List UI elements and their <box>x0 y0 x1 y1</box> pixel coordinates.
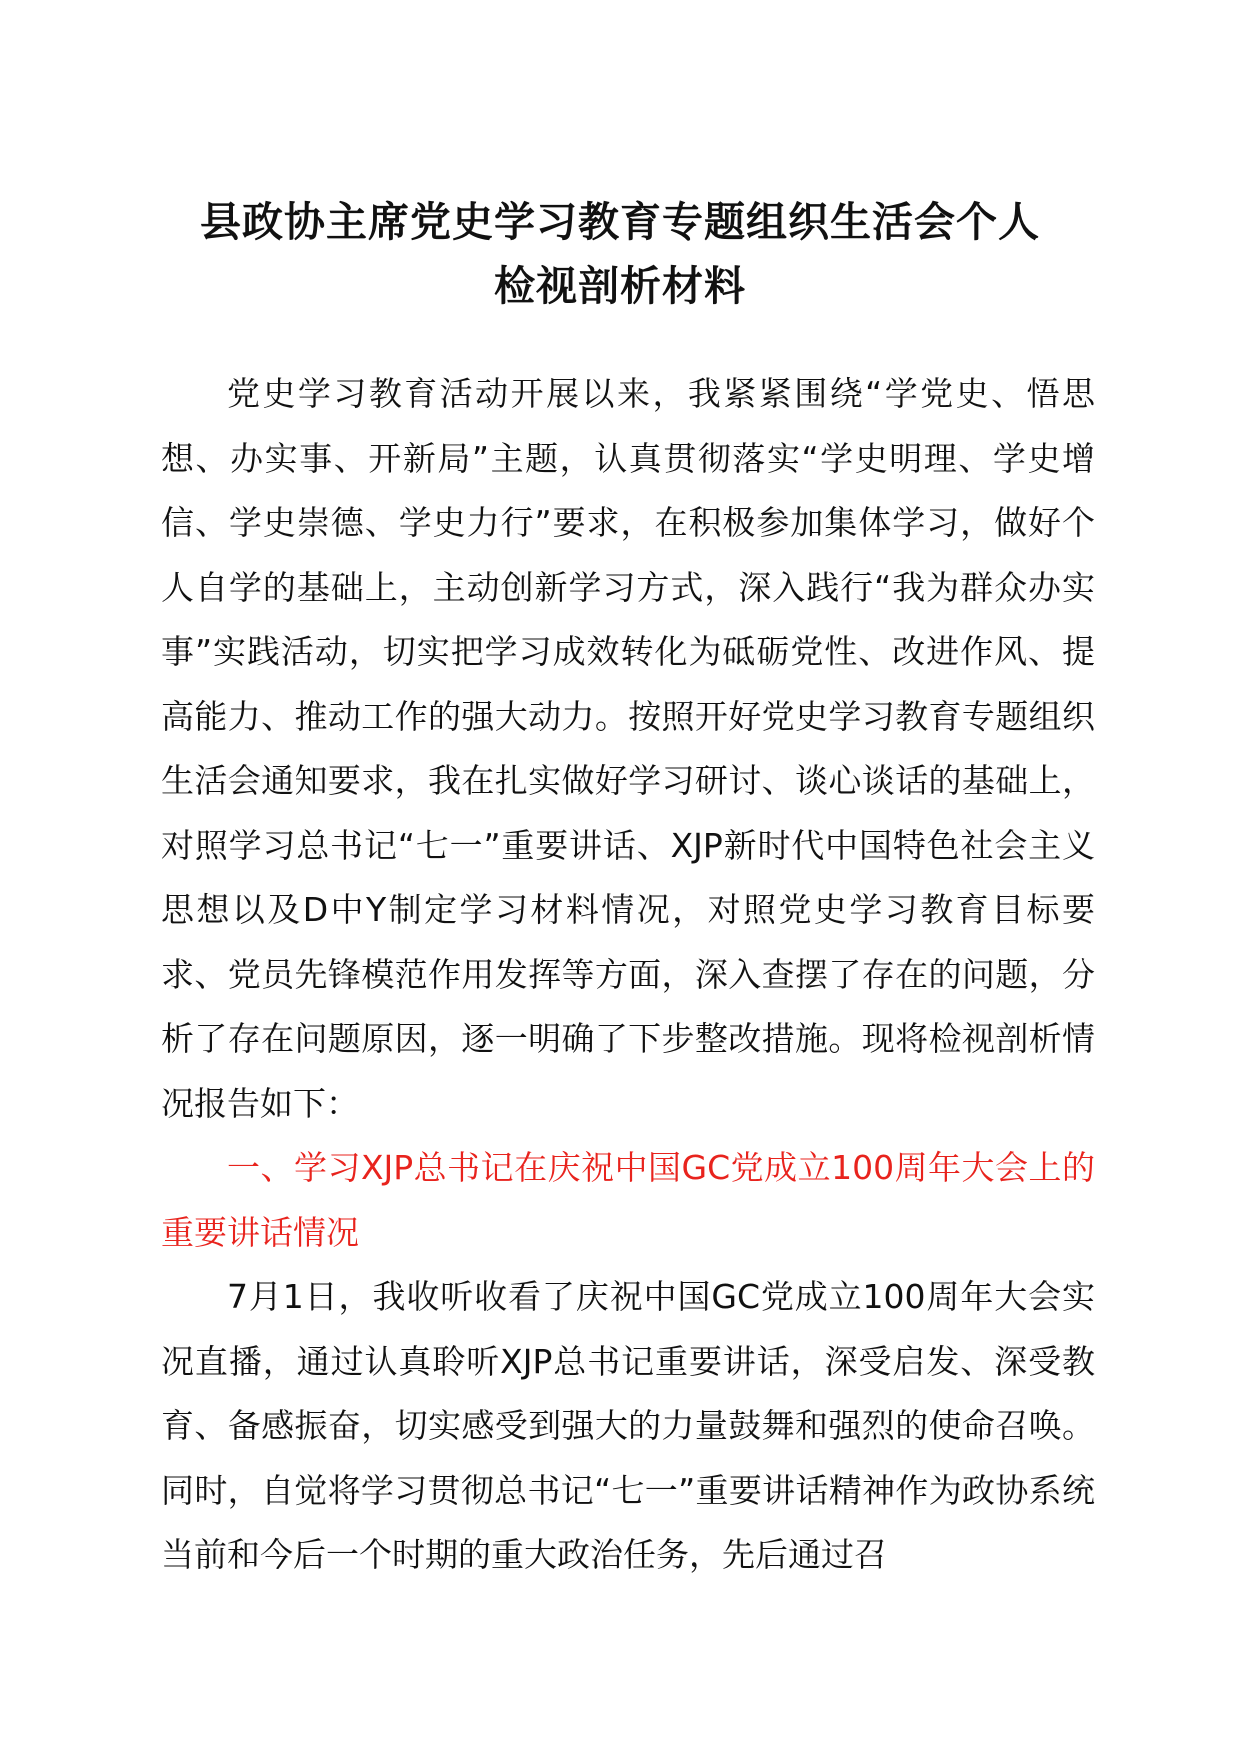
document-title <box>150 190 1090 318</box>
intro-paragraph: 党史学习教育活动开展以来，我紧紧围绕“学党史、悟思想、办实事、开新局”主题，认真贯彻落实“学史明理、学史增信、学史崇德、学史力行”要求，在积极参加集体学习，做好个人自学的基础上，主动创新学习方式，深入践行“我为群众办实事”实践活动，切实把学习成效转化为砥砺党性、改进作风、提高能力、推动工作的强大动力。按照开好党史学习教育专题组织生活会通知要求，我在扎实做好学习研讨、谈心谈话的基础上，对照学习总书记“七一”重要讲话、XJP新时代中国特色社会主义思想以及D中Y制定学习材料情况，对照党史学习教育目标要求、党员先锋模范作用发挥等方面，深入查摆了存在的问题，分析了存在问题原因，逐一明确了下步整改措施。现将检视剖析情况报告如下： <box>161 374 1095 1123</box>
section-1-paragraph: 7月1日，我收听收看了庆祝中国GC党成立100周年大会实况直播，通过认真聆听XJP总书记重要讲话，深受启发、深受教育、备感振奋，切实感受到强大的力量鼓舞和强烈的使命召唤。同时，自觉将学习贯彻总书记“七一”重要讲话精神作为政协系统当前和今后一个时期的重大政治任务，先后通过召 <box>161 1277 1095 1574</box>
document-body <box>161 362 1095 1588</box>
document-title-line-2: 检视剖析材料 <box>494 262 746 310</box>
document-title-line-1: 县政协主席党史学习教育专题组织生活会个人 <box>200 198 1040 246</box>
section-1-heading: 一、学习XJP总书记在庆祝中国GC党成立100周年大会上的重要讲话情况 <box>161 1148 1095 1252</box>
